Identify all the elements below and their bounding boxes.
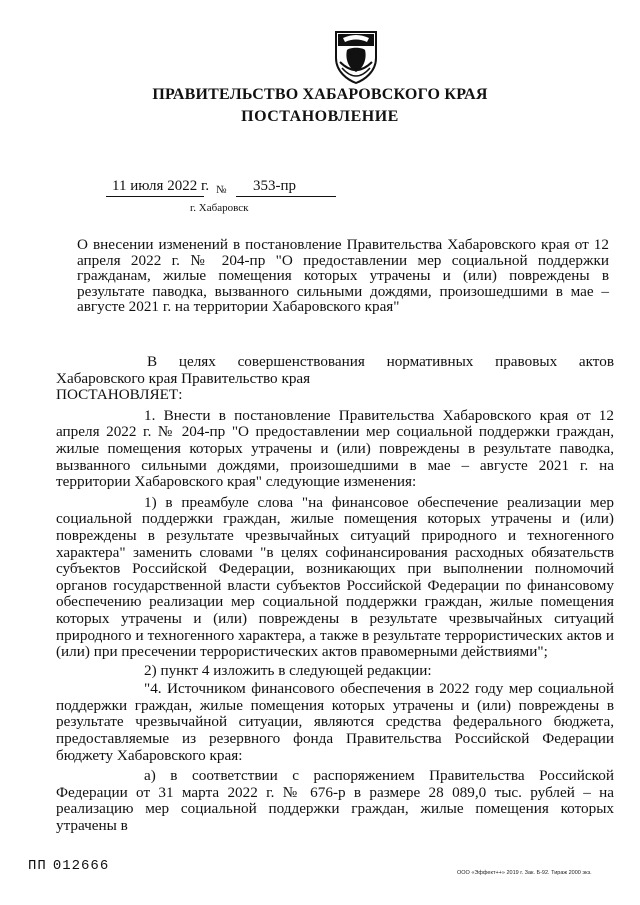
quote-point-4: "4. Источником финансового обеспечения в 2022 году мер социальной поддержки граждан, жилые помещения которых утрачены и (или) повреждены в результате чрезвычайной ситуации, являются средства федерального бюджета, предоставляемые из резервного фонда Правительства Российской Федерации бюджету Хабаровского края: <box>56 680 614 764</box>
document-body <box>56 353 614 835</box>
preamble-paragraph: В целях совершенствования нормативных правовых актов Хабаровского края Правительство края <box>56 353 614 387</box>
item-1-1: 1) в преамбуле слова "на финансовое обеспечение реализации мер социальной поддержки граждан, жилые помещения которых утрачены и (или) повреждены в результате чрезвычайных ситуаций природного и техногенного характера" заменить словами "в целях софинансирования расходных обязательств субъектов Российской Федерации, возникающих при выполнении полномочий органов государственной власти субъектов Российской Федерации по финансовому обеспечению реализации мер социальной поддержки граждан, жилые помещения которых утрачены и (или) повреждены в результате чрезвычайных ситуаций природного и техногенного характера, а также в результате террористических актов и (или) при пресечении террористических актов правомерными действиями"; <box>56 493 614 661</box>
sub-item-a: а) в соответствии с распоряжением Правительства Российской Федерации от 31 марта 2022 г. № 676-р в размере 28 089,0 тыс. рублей – на реализацию мер социальной поддержки граждан, жилые помещения которых утрачены в <box>56 767 614 835</box>
document-title: О внесении изменений в постановление Правительства Хабаровского края от 12 апреля 2022 г. № 204-пр "О предоставлении мер социальной поддержки гражданам, жилые помещения которых утрачены и (или) повреждены в результате паводка, вызванного сильными дождями, произошедшими в мае – августе 2021 г. на территории Хабаровского края" <box>77 236 609 315</box>
number-sign: № <box>216 184 227 196</box>
printer-imprint: ООО «Эффект++» 2019 г. Зак. Б-92. Тираж 2000 экз. <box>457 870 592 876</box>
document-type: ПОСТАНОВЛЕНИЕ <box>241 108 399 125</box>
item-1-2: 2) пункт 4 изложить в следующей редакции: <box>144 661 432 679</box>
coat-of-arms-icon <box>330 28 382 84</box>
document-date: 11 июля 2022 г. <box>112 178 210 194</box>
item-1: 1. Внести в постановление Правительства Хабаровского края от 12 апреля 2022 г. № 204-пр "О предоставлении мер социальной поддержки граждан, жилые помещения которых утрачены и (или) повреждены в результате паводка, вызванного сильными дождями, произошедшими в мае – августе 2021 г. на территории Хабаровского края" следующие изменения: <box>56 406 614 491</box>
blank-serial-number <box>28 858 109 874</box>
serial-value: 012666 <box>52 858 110 874</box>
document-number: 353-пр <box>253 178 297 194</box>
organization-name: ПРАВИТЕЛЬСТВО ХАБАРОВСКОГО КРАЯ <box>152 86 488 103</box>
series-label: ПП <box>28 858 47 874</box>
resolves-heading: ПОСТАНОВЛЯЕТ: <box>56 386 183 404</box>
date-underline <box>106 196 204 197</box>
number-underline <box>236 196 336 197</box>
city-label: г. Хабаровск <box>190 202 249 214</box>
